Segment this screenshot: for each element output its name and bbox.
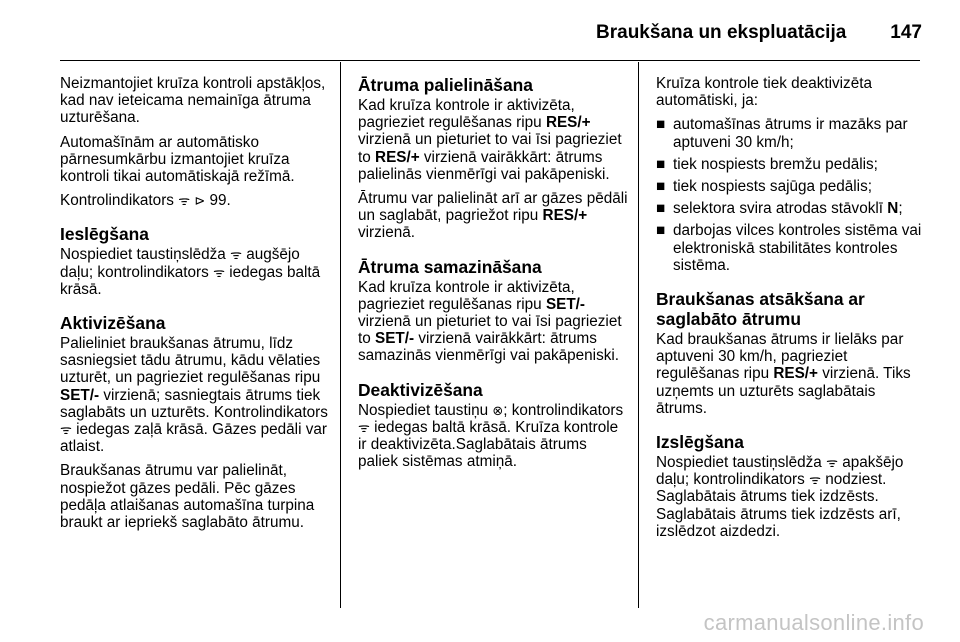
section-heading-samazinasana: Ātruma samazināšana	[358, 256, 542, 277]
paragraph: Kontrolindikators ᯤ ⊳ 99.	[60, 192, 231, 210]
list-item: ■ darbojas vilces kontroles sistēma vai elektroniskā stabilitātes kontroles sistēma.	[656, 222, 922, 274]
header-divider	[60, 60, 920, 61]
cruise-control-icon: ᯤ	[809, 472, 821, 488]
paragraph: Nospiediet taustiņslēdža ᯤ augšējo daļu; kontrolindikators ᯤ iedegas baltā krāsā.	[60, 246, 321, 298]
paragraph: Kad kruīza kontrole ir aktivizēta, pagrieziet regulēšanas ripu RES/+ virzienā un pieturiet to vai īsi pagrieziet to RES/+ virzienā vairākkārt: ātrums palielinās vienmērīgi vai pakāpeniski.	[358, 97, 622, 183]
column-3	[656, 75, 922, 547]
page-title: Braukšana un ekspluatācija	[596, 22, 847, 43]
paragraph: Ātrumu var palielināt arī ar gāzes pēdāli un saglabāt, pagriežot ripu RES/+ virzienā.	[358, 190, 628, 242]
list-item: ■ automašīnas ātrums ir mazāks par aptuveni 30 km/h;	[656, 116, 908, 151]
paragraph: Kad braukšanas ātrums ir lielāks par aptuveni 30 km/h, pagrieziet regulēšanas ripu RES/+ virzienā. Tiks uzņemts un uzturēts saglabātais ātrums.	[656, 331, 911, 417]
res-label: RES/+	[773, 365, 818, 383]
list-item: ■ selektora svira atrodas stāvoklī N;	[656, 200, 903, 218]
cruise-control-icon: ᯤ	[230, 247, 242, 263]
bullet-icon: ■	[656, 155, 666, 173]
cancel-icon: ⊗	[492, 402, 504, 418]
bullet-icon: ■	[656, 222, 666, 240]
set-label: SET/-	[545, 295, 586, 313]
set-label: SET/-	[60, 386, 100, 404]
paragraph: Braukšanas ātrumu var palielināt, nospiežot gāzes pedāli. Pēc gāzes pedāļa atlaišanas automašīna turpina braukt ar iepriekš saglabāto ātrumu.	[60, 462, 315, 532]
paragraph: Nospiediet taustiņu ⊗; kontrolindikators ᯤ iedegas baltā krāsā. Kruīza kontrole ir deaktivizēta.Saglabātais ātrums paliek sistēmas atmiņā.	[358, 401, 624, 471]
res-label: RES/+	[375, 148, 420, 166]
list-item: ■ tiek nospiests sajūga pedālis;	[656, 178, 872, 196]
section-heading-atsaksana: Braukšanas atsākšana ar saglabāto ātrumu	[656, 289, 865, 330]
page-header	[60, 16, 922, 50]
bullet-icon: ■	[656, 116, 666, 134]
column-divider-1	[340, 62, 341, 608]
res-label: RES/+	[545, 114, 591, 132]
page-reference-icon: ⊳	[194, 193, 206, 209]
cruise-control-icon: ᯤ	[178, 193, 191, 209]
section-heading-deaktivizesana: Deaktivizēšana	[358, 379, 483, 400]
section-heading-izslegsana: Izslēgšana	[656, 432, 744, 453]
bullet-list	[656, 116, 922, 274]
page-number: 147	[890, 22, 922, 43]
res-label: RES/+	[542, 207, 588, 225]
column-2	[358, 75, 630, 477]
column-1	[60, 75, 332, 538]
paragraph: Palieliniet braukšanas ātrumu, līdz sasniegsiet tādu ātrumu, kādu vēlaties uzturēt, un pagrieziet regulēšanas ripu SET/- virzienā; sasniegtais ātrums tiek saglabāts un uzturēts. Kontrolindikators ᯤ iedegas zaļā krāsā. Gāzes pedāli var atlaist.	[60, 335, 328, 456]
watermark: carmanualsonline.info	[703, 610, 924, 635]
cruise-control-icon: ᯤ	[826, 455, 838, 471]
page-reference: 99.	[209, 192, 231, 210]
column-divider-2	[638, 62, 639, 608]
list-item: ■ tiek nospiests bremžu pedālis;	[656, 155, 878, 173]
section-heading-aktivizesana: Aktivizēšana	[60, 313, 166, 334]
paragraph: Nospiediet taustiņslēdža ᯤ apakšējo daļu; kontrolindikators ᯤ nodziest. Saglabātais ātrums tiek izdzēsts. Saglabātais ātrums tiek izdzēsts arī, izslēdzot aizdedzi.	[656, 454, 904, 540]
cruise-control-icon: ᯤ	[60, 422, 72, 438]
gear-position-label: N	[887, 200, 899, 218]
paragraph: Automašīnām ar automātisko pārnesumkārbu izmantojiet kruīza kontroli tikai automātiskajā režīmā.	[60, 133, 295, 186]
bullet-icon: ■	[656, 178, 666, 196]
cruise-control-icon: ᯤ	[358, 419, 370, 435]
paragraph: Kruīza kontrole tiek deaktivizēta automātiski, ja:	[656, 75, 872, 110]
set-label: SET/-	[375, 330, 415, 348]
cruise-control-icon: ᯤ	[213, 264, 225, 280]
paragraph: Neizmantojiet kruīza kontroli apstākļos, kad nav ieteicama nemainīga ātruma uzturēšana.	[60, 75, 326, 127]
paragraph: Kad kruīza kontrole ir aktivizēta, pagrieziet regulēšanas ripu SET/- virzienā un pieturiet to vai īsi pagrieziet to SET/- virzienā vairākkārt: ātrums samazinās vienmērīgi vai pakāpeniski.	[358, 278, 622, 365]
bullet-icon: ■	[656, 200, 666, 218]
section-heading-ieslegsana: Ieslēgšana	[60, 224, 149, 245]
section-heading-palielinasana: Ātruma palielināšana	[358, 75, 533, 95]
